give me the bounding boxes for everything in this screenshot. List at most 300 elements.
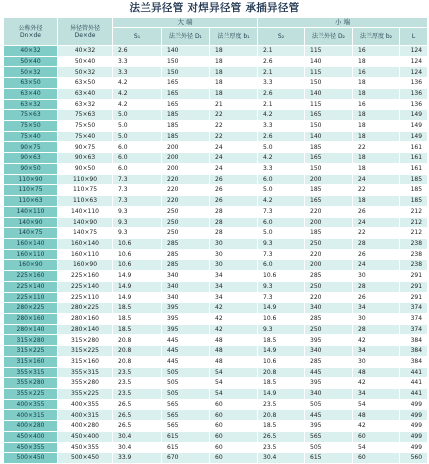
small-wall-cell: 4.2 bbox=[258, 153, 305, 164]
nominal-diameter-cell: 315×280 bbox=[4, 335, 58, 346]
table-row bbox=[4, 78, 428, 89]
large-flange-thk-cell: 24 bbox=[210, 163, 258, 174]
length-cell: 384 bbox=[400, 356, 428, 367]
large-flange-od-cell: 250 bbox=[162, 228, 210, 239]
small-flange-thk-cell: 18 bbox=[353, 196, 400, 207]
length-cell: 136 bbox=[400, 78, 428, 89]
length-cell: 238 bbox=[400, 260, 428, 271]
nominal-diameter-cell: 450×355 bbox=[4, 442, 58, 453]
reducer-od-cell: 315×225 bbox=[58, 346, 113, 357]
small-flange-thk-cell: 26 bbox=[353, 249, 400, 260]
large-flange-thk-cell: 54 bbox=[210, 367, 258, 378]
nominal-diameter-cell: 140×75 bbox=[4, 228, 58, 239]
large-wall-cell: 5.0 bbox=[113, 131, 162, 142]
small-flange-od-cell: 200 bbox=[305, 217, 353, 228]
header-nominal-diameter-label: 公称外径 bbox=[18, 24, 43, 32]
small-flange-thk-cell: 24 bbox=[353, 174, 400, 185]
large-flange-od-cell: 615 bbox=[162, 431, 210, 442]
length-cell: 185 bbox=[400, 185, 428, 196]
large-flange-thk-cell: 18 bbox=[210, 78, 258, 89]
length-cell: 499 bbox=[400, 442, 428, 453]
large-flange-od-cell: 395 bbox=[162, 324, 210, 335]
small-wall-cell: 2.1 bbox=[258, 67, 305, 78]
length-cell: 149 bbox=[400, 121, 428, 132]
large-flange-od-cell: 340 bbox=[162, 281, 210, 292]
small-wall-cell: 2.6 bbox=[258, 131, 305, 142]
small-flange-od-cell: 150 bbox=[305, 78, 353, 89]
large-flange-od-cell: 150 bbox=[162, 56, 210, 67]
large-flange-thk-cell: 28 bbox=[210, 217, 258, 228]
table-row bbox=[4, 410, 428, 421]
reducer-od-cell: 63×40 bbox=[58, 88, 113, 99]
nominal-diameter-cell: 280×225 bbox=[4, 303, 58, 314]
length-cell: 384 bbox=[400, 335, 428, 346]
large-wall-cell: 7.3 bbox=[113, 196, 162, 207]
small-flange-od-cell: 445 bbox=[305, 410, 353, 421]
small-flange-od-cell: 395 bbox=[305, 335, 353, 346]
length-cell: 124 bbox=[400, 67, 428, 78]
nominal-diameter-cell: 160×90 bbox=[4, 260, 58, 271]
large-wall-cell: 3.3 bbox=[113, 56, 162, 67]
large-wall-cell: 26.5 bbox=[113, 421, 162, 432]
large-wall-cell: 33.9 bbox=[113, 453, 162, 464]
table-row bbox=[4, 335, 428, 346]
small-flange-thk-cell: 28 bbox=[353, 238, 400, 249]
small-flange-thk-cell: 48 bbox=[353, 410, 400, 421]
large-wall-cell: 26.5 bbox=[113, 399, 162, 410]
length-cell: 185 bbox=[400, 196, 428, 207]
reducer-od-cell: 400×280 bbox=[58, 421, 113, 432]
length-cell: 374 bbox=[400, 313, 428, 324]
large-flange-od-cell: 165 bbox=[162, 78, 210, 89]
large-flange-od-cell: 395 bbox=[162, 303, 210, 314]
table-row bbox=[4, 163, 428, 174]
header-length: L bbox=[400, 28, 428, 46]
reducer-od-cell: 50×32 bbox=[58, 67, 113, 78]
small-wall-cell: 10.6 bbox=[258, 313, 305, 324]
small-flange-thk-cell: 30 bbox=[353, 356, 400, 367]
reducer-od-cell: 40×32 bbox=[58, 46, 113, 57]
table-row bbox=[4, 367, 428, 378]
large-wall-cell: 23.5 bbox=[113, 389, 162, 400]
small-flange-thk-cell: 42 bbox=[353, 335, 400, 346]
small-flange-od-cell: 505 bbox=[305, 442, 353, 453]
small-flange-od-cell: 220 bbox=[305, 249, 353, 260]
small-wall-cell: 18.5 bbox=[258, 335, 305, 346]
small-flange-od-cell: 340 bbox=[305, 389, 353, 400]
small-flange-od-cell: 285 bbox=[305, 356, 353, 367]
table-row bbox=[4, 142, 428, 153]
length-cell: 161 bbox=[400, 153, 428, 164]
large-flange-od-cell: 565 bbox=[162, 410, 210, 421]
small-wall-cell: 26.5 bbox=[258, 431, 305, 442]
large-flange-od-cell: 185 bbox=[162, 121, 210, 132]
large-flange-od-cell: 165 bbox=[162, 88, 210, 99]
large-flange-thk-cell: 34 bbox=[210, 292, 258, 303]
small-flange-thk-cell: 30 bbox=[353, 271, 400, 282]
reducer-od-cell: 140×75 bbox=[58, 228, 113, 239]
nominal-diameter-cell: 160×110 bbox=[4, 249, 58, 260]
nominal-diameter-cell: 280×140 bbox=[4, 324, 58, 335]
small-flange-od-cell: 395 bbox=[305, 421, 353, 432]
large-flange-thk-cell: 18 bbox=[210, 46, 258, 57]
table-row bbox=[4, 153, 428, 164]
small-wall-cell: 4.2 bbox=[258, 196, 305, 207]
reducer-od-cell: 400×315 bbox=[58, 410, 113, 421]
small-wall-cell: 7.3 bbox=[258, 249, 305, 260]
large-wall-cell: 14.9 bbox=[113, 292, 162, 303]
large-flange-thk-cell: 28 bbox=[210, 228, 258, 239]
small-wall-cell: 6.0 bbox=[258, 260, 305, 271]
small-wall-cell: 20.8 bbox=[258, 410, 305, 421]
nominal-diameter-cell: 110×63 bbox=[4, 196, 58, 207]
table-row bbox=[4, 356, 428, 367]
nominal-diameter-cell: 63×50 bbox=[4, 78, 58, 89]
large-flange-thk-cell: 26 bbox=[210, 185, 258, 196]
table-row bbox=[4, 378, 428, 389]
table-row bbox=[4, 249, 428, 260]
nominal-diameter-cell: 225×160 bbox=[4, 271, 58, 282]
table-body bbox=[4, 46, 428, 464]
large-flange-od-cell: 340 bbox=[162, 292, 210, 303]
small-flange-od-cell: 165 bbox=[305, 110, 353, 121]
table-row bbox=[4, 442, 428, 453]
nominal-diameter-cell: 450×400 bbox=[4, 431, 58, 442]
small-flange-thk-cell: 18 bbox=[353, 110, 400, 121]
small-flange-thk-cell: 22 bbox=[353, 185, 400, 196]
small-wall-cell: 4.2 bbox=[258, 110, 305, 121]
small-flange-thk-cell: 28 bbox=[353, 281, 400, 292]
length-cell: 374 bbox=[400, 324, 428, 335]
reducer-od-cell: 110×63 bbox=[58, 196, 113, 207]
large-flange-thk-cell: 60 bbox=[210, 453, 258, 464]
nominal-diameter-cell: 75×50 bbox=[4, 121, 58, 132]
table-row bbox=[4, 174, 428, 185]
large-flange-thk-cell: 60 bbox=[210, 431, 258, 442]
small-flange-od-cell: 140 bbox=[305, 88, 353, 99]
length-cell: 441 bbox=[400, 378, 428, 389]
table-row bbox=[4, 324, 428, 335]
reducer-od-cell: 50×40 bbox=[58, 56, 113, 67]
large-wall-cell: 23.5 bbox=[113, 367, 162, 378]
reducer-od-cell: 90×63 bbox=[58, 153, 113, 164]
small-wall-cell: 2.1 bbox=[258, 46, 305, 57]
reducer-od-cell: 225×110 bbox=[58, 292, 113, 303]
small-wall-cell: 18.5 bbox=[258, 378, 305, 389]
reducer-od-cell: 75×40 bbox=[58, 131, 113, 142]
length-cell: 149 bbox=[400, 110, 428, 121]
large-flange-thk-cell: 22 bbox=[210, 110, 258, 121]
length-cell: 441 bbox=[400, 389, 428, 400]
small-wall-cell: 9.3 bbox=[258, 238, 305, 249]
small-flange-thk-cell: 16 bbox=[353, 46, 400, 57]
small-flange-thk-cell: 34 bbox=[353, 303, 400, 314]
length-cell: 441 bbox=[400, 367, 428, 378]
large-flange-thk-cell: 48 bbox=[210, 346, 258, 357]
nominal-diameter-cell: 63×32 bbox=[4, 99, 58, 110]
length-cell: 124 bbox=[400, 46, 428, 57]
small-flange-od-cell: 395 bbox=[305, 378, 353, 389]
nominal-diameter-cell: 63×40 bbox=[4, 88, 58, 99]
header-large-flange-od: 法兰外径 D₁ bbox=[162, 28, 210, 46]
nominal-diameter-cell: 75×40 bbox=[4, 131, 58, 142]
small-flange-thk-cell: 16 bbox=[353, 67, 400, 78]
small-flange-thk-cell: 28 bbox=[353, 324, 400, 335]
large-wall-cell: 20.8 bbox=[113, 335, 162, 346]
large-flange-od-cell: 220 bbox=[162, 174, 210, 185]
small-wall-cell: 7.3 bbox=[258, 292, 305, 303]
small-flange-od-cell: 220 bbox=[305, 292, 353, 303]
length-cell: 136 bbox=[400, 99, 428, 110]
header-large-flange-thk: 法兰厚度 b₁ bbox=[210, 28, 258, 46]
table-row bbox=[4, 292, 428, 303]
small-wall-cell: 3.3 bbox=[258, 163, 305, 174]
length-cell: 212 bbox=[400, 206, 428, 217]
length-cell: 238 bbox=[400, 238, 428, 249]
small-flange-od-cell: 340 bbox=[305, 346, 353, 357]
nominal-diameter-cell: 225×110 bbox=[4, 292, 58, 303]
small-flange-thk-cell: 22 bbox=[353, 142, 400, 153]
reducer-od-cell: 160×90 bbox=[58, 260, 113, 271]
large-wall-cell: 6.0 bbox=[113, 153, 162, 164]
header-small-flange-od: 法兰外径 D₂ bbox=[305, 28, 353, 46]
small-flange-od-cell: 220 bbox=[305, 206, 353, 217]
large-wall-cell: 18.5 bbox=[113, 324, 162, 335]
large-wall-cell: 9.3 bbox=[113, 217, 162, 228]
length-cell: 161 bbox=[400, 142, 428, 153]
small-flange-od-cell: 185 bbox=[305, 228, 353, 239]
length-cell: 212 bbox=[400, 228, 428, 239]
small-wall-cell: 2.6 bbox=[258, 56, 305, 67]
large-wall-cell: 23.5 bbox=[113, 378, 162, 389]
small-flange-thk-cell: 24 bbox=[353, 260, 400, 271]
reducer-od-cell: 450×355 bbox=[58, 442, 113, 453]
small-flange-thk-cell: 22 bbox=[353, 228, 400, 239]
header-small-end: 小 端 bbox=[258, 18, 428, 28]
nominal-diameter-cell: 110×75 bbox=[4, 185, 58, 196]
reducer-od-cell: 315×280 bbox=[58, 335, 113, 346]
small-flange-od-cell: 115 bbox=[305, 67, 353, 78]
nominal-diameter-cell: 75×63 bbox=[4, 110, 58, 121]
large-flange-od-cell: 505 bbox=[162, 367, 210, 378]
table-row bbox=[4, 46, 428, 57]
large-wall-cell: 10.6 bbox=[113, 249, 162, 260]
small-flange-od-cell: 165 bbox=[305, 153, 353, 164]
small-flange-od-cell: 340 bbox=[305, 303, 353, 314]
table-row bbox=[4, 313, 428, 324]
length-cell: 149 bbox=[400, 131, 428, 142]
nominal-diameter-cell: 140×110 bbox=[4, 206, 58, 217]
large-flange-thk-cell: 30 bbox=[210, 260, 258, 271]
small-wall-cell: 6.0 bbox=[258, 217, 305, 228]
length-cell: 212 bbox=[400, 217, 428, 228]
large-wall-cell: 2.6 bbox=[113, 46, 162, 57]
nominal-diameter-cell: 90×50 bbox=[4, 163, 58, 174]
header-nominal-diameter-sub: Dn×de bbox=[20, 31, 41, 39]
small-wall-cell: 9.3 bbox=[258, 324, 305, 335]
large-flange-od-cell: 250 bbox=[162, 217, 210, 228]
length-cell: 374 bbox=[400, 303, 428, 314]
small-flange-thk-cell: 24 bbox=[353, 217, 400, 228]
table-row bbox=[4, 238, 428, 249]
small-flange-od-cell: 285 bbox=[305, 313, 353, 324]
small-wall-cell: 30.4 bbox=[258, 453, 305, 464]
small-flange-thk-cell: 42 bbox=[353, 421, 400, 432]
nominal-diameter-cell: 355×315 bbox=[4, 367, 58, 378]
small-flange-thk-cell: 48 bbox=[353, 367, 400, 378]
small-flange-od-cell: 615 bbox=[305, 453, 353, 464]
page-title: 法兰异径管 对焊异径管 承插异径管 bbox=[129, 2, 300, 14]
small-flange-od-cell: 250 bbox=[305, 281, 353, 292]
table-row bbox=[4, 271, 428, 282]
small-wall-cell: 3.3 bbox=[258, 121, 305, 132]
large-wall-cell: 30.4 bbox=[113, 431, 162, 442]
small-flange-od-cell: 115 bbox=[305, 99, 353, 110]
nominal-diameter-cell: 355×225 bbox=[4, 389, 58, 400]
length-cell: 185 bbox=[400, 174, 428, 185]
small-flange-thk-cell: 42 bbox=[353, 378, 400, 389]
large-flange-thk-cell: 22 bbox=[210, 131, 258, 142]
nominal-diameter-cell: 400×280 bbox=[4, 421, 58, 432]
small-wall-cell: 23.5 bbox=[258, 442, 305, 453]
small-flange-thk-cell: 54 bbox=[353, 399, 400, 410]
large-wall-cell: 14.9 bbox=[113, 271, 162, 282]
table-row bbox=[4, 431, 428, 442]
reducer-od-cell: 280×225 bbox=[58, 303, 113, 314]
nominal-diameter-cell: 225×140 bbox=[4, 281, 58, 292]
reducer-od-cell: 63×32 bbox=[58, 99, 113, 110]
large-flange-thk-cell: 60 bbox=[210, 421, 258, 432]
large-flange-od-cell: 505 bbox=[162, 389, 210, 400]
header-nominal-diameter bbox=[4, 18, 58, 46]
small-wall-cell: 2.6 bbox=[258, 88, 305, 99]
large-flange-od-cell: 445 bbox=[162, 346, 210, 357]
nominal-diameter-cell: 50×40 bbox=[4, 56, 58, 67]
small-flange-od-cell: 200 bbox=[305, 174, 353, 185]
table-row bbox=[4, 260, 428, 271]
small-flange-od-cell: 185 bbox=[305, 142, 353, 153]
length-cell: 499 bbox=[400, 421, 428, 432]
reducer-od-cell: 400×355 bbox=[58, 399, 113, 410]
reducer-od-cell: 110×90 bbox=[58, 174, 113, 185]
large-wall-cell: 10.6 bbox=[113, 260, 162, 271]
large-flange-thk-cell: 21 bbox=[210, 99, 258, 110]
large-flange-od-cell: 220 bbox=[162, 185, 210, 196]
reducer-od-cell: 355×315 bbox=[58, 367, 113, 378]
small-wall-cell: 14.9 bbox=[258, 303, 305, 314]
large-wall-cell: 26.5 bbox=[113, 410, 162, 421]
large-wall-cell: 9.3 bbox=[113, 228, 162, 239]
nominal-diameter-cell: 90×63 bbox=[4, 153, 58, 164]
small-wall-cell: 20.8 bbox=[258, 367, 305, 378]
small-flange-od-cell: 250 bbox=[305, 324, 353, 335]
large-wall-cell: 7.3 bbox=[113, 174, 162, 185]
table-row bbox=[4, 206, 428, 217]
large-flange-od-cell: 200 bbox=[162, 153, 210, 164]
large-flange-thk-cell: 34 bbox=[210, 281, 258, 292]
small-flange-thk-cell: 18 bbox=[353, 121, 400, 132]
small-flange-od-cell: 565 bbox=[305, 431, 353, 442]
table-row bbox=[4, 99, 428, 110]
table-row bbox=[4, 110, 428, 121]
large-wall-cell: 30.4 bbox=[113, 442, 162, 453]
small-flange-od-cell: 505 bbox=[305, 399, 353, 410]
large-flange-thk-cell: 28 bbox=[210, 206, 258, 217]
small-wall-cell: 2.1 bbox=[258, 99, 305, 110]
large-flange-thk-cell: 34 bbox=[210, 271, 258, 282]
large-flange-od-cell: 395 bbox=[162, 313, 210, 324]
small-flange-od-cell: 250 bbox=[305, 238, 353, 249]
large-flange-thk-cell: 60 bbox=[210, 399, 258, 410]
small-flange-thk-cell: 18 bbox=[353, 163, 400, 174]
small-flange-thk-cell: 60 bbox=[353, 431, 400, 442]
small-flange-od-cell: 140 bbox=[305, 131, 353, 142]
large-flange-od-cell: 285 bbox=[162, 260, 210, 271]
small-wall-cell: 7.3 bbox=[258, 206, 305, 217]
large-wall-cell: 6.0 bbox=[113, 163, 162, 174]
large-wall-cell: 18.5 bbox=[113, 313, 162, 324]
large-flange-od-cell: 285 bbox=[162, 249, 210, 260]
length-cell: 560 bbox=[400, 453, 428, 464]
small-wall-cell: 14.9 bbox=[258, 389, 305, 400]
table-row bbox=[4, 131, 428, 142]
reducer-od-cell: 63×50 bbox=[58, 78, 113, 89]
nominal-diameter-cell: 160×140 bbox=[4, 238, 58, 249]
reducer-od-cell: 280×160 bbox=[58, 313, 113, 324]
large-flange-thk-cell: 24 bbox=[210, 142, 258, 153]
nominal-diameter-cell: 280×160 bbox=[4, 313, 58, 324]
small-flange-od-cell: 445 bbox=[305, 367, 353, 378]
header-large-end: 大 端 bbox=[113, 18, 258, 28]
small-flange-thk-cell: 16 bbox=[353, 99, 400, 110]
nominal-diameter-cell: 110×90 bbox=[4, 174, 58, 185]
table-row bbox=[4, 228, 428, 239]
large-flange-thk-cell: 42 bbox=[210, 303, 258, 314]
small-flange-thk-cell: 18 bbox=[353, 88, 400, 99]
large-flange-od-cell: 185 bbox=[162, 110, 210, 121]
large-flange-thk-cell: 26 bbox=[210, 174, 258, 185]
small-flange-thk-cell: 26 bbox=[353, 206, 400, 217]
large-wall-cell: 4.2 bbox=[113, 78, 162, 89]
large-flange-od-cell: 615 bbox=[162, 442, 210, 453]
reducer-spec-table bbox=[3, 17, 428, 464]
large-wall-cell: 10.6 bbox=[113, 238, 162, 249]
reducer-od-cell: 160×110 bbox=[58, 249, 113, 260]
small-wall-cell: 10.6 bbox=[258, 356, 305, 367]
small-flange-thk-cell: 34 bbox=[353, 389, 400, 400]
large-flange-thk-cell: 30 bbox=[210, 238, 258, 249]
length-cell: 291 bbox=[400, 271, 428, 282]
table-row bbox=[4, 346, 428, 357]
large-flange-od-cell: 445 bbox=[162, 356, 210, 367]
reducer-od-cell: 90×75 bbox=[58, 142, 113, 153]
large-flange-thk-cell: 60 bbox=[210, 410, 258, 421]
table-row bbox=[4, 196, 428, 207]
large-flange-thk-cell: 18 bbox=[210, 88, 258, 99]
nominal-diameter-cell: 500×450 bbox=[4, 453, 58, 464]
large-flange-thk-cell: 22 bbox=[210, 121, 258, 132]
header-large-wall: S₁ bbox=[113, 28, 162, 46]
small-flange-od-cell: 115 bbox=[305, 46, 353, 57]
nominal-diameter-cell: 90×75 bbox=[4, 142, 58, 153]
large-flange-od-cell: 220 bbox=[162, 196, 210, 207]
small-flange-od-cell: 150 bbox=[305, 121, 353, 132]
reducer-od-cell: 315×160 bbox=[58, 356, 113, 367]
table-row bbox=[4, 453, 428, 464]
large-wall-cell: 5.0 bbox=[113, 121, 162, 132]
reducer-od-cell: 140×90 bbox=[58, 217, 113, 228]
reducer-od-cell: 450×400 bbox=[58, 431, 113, 442]
